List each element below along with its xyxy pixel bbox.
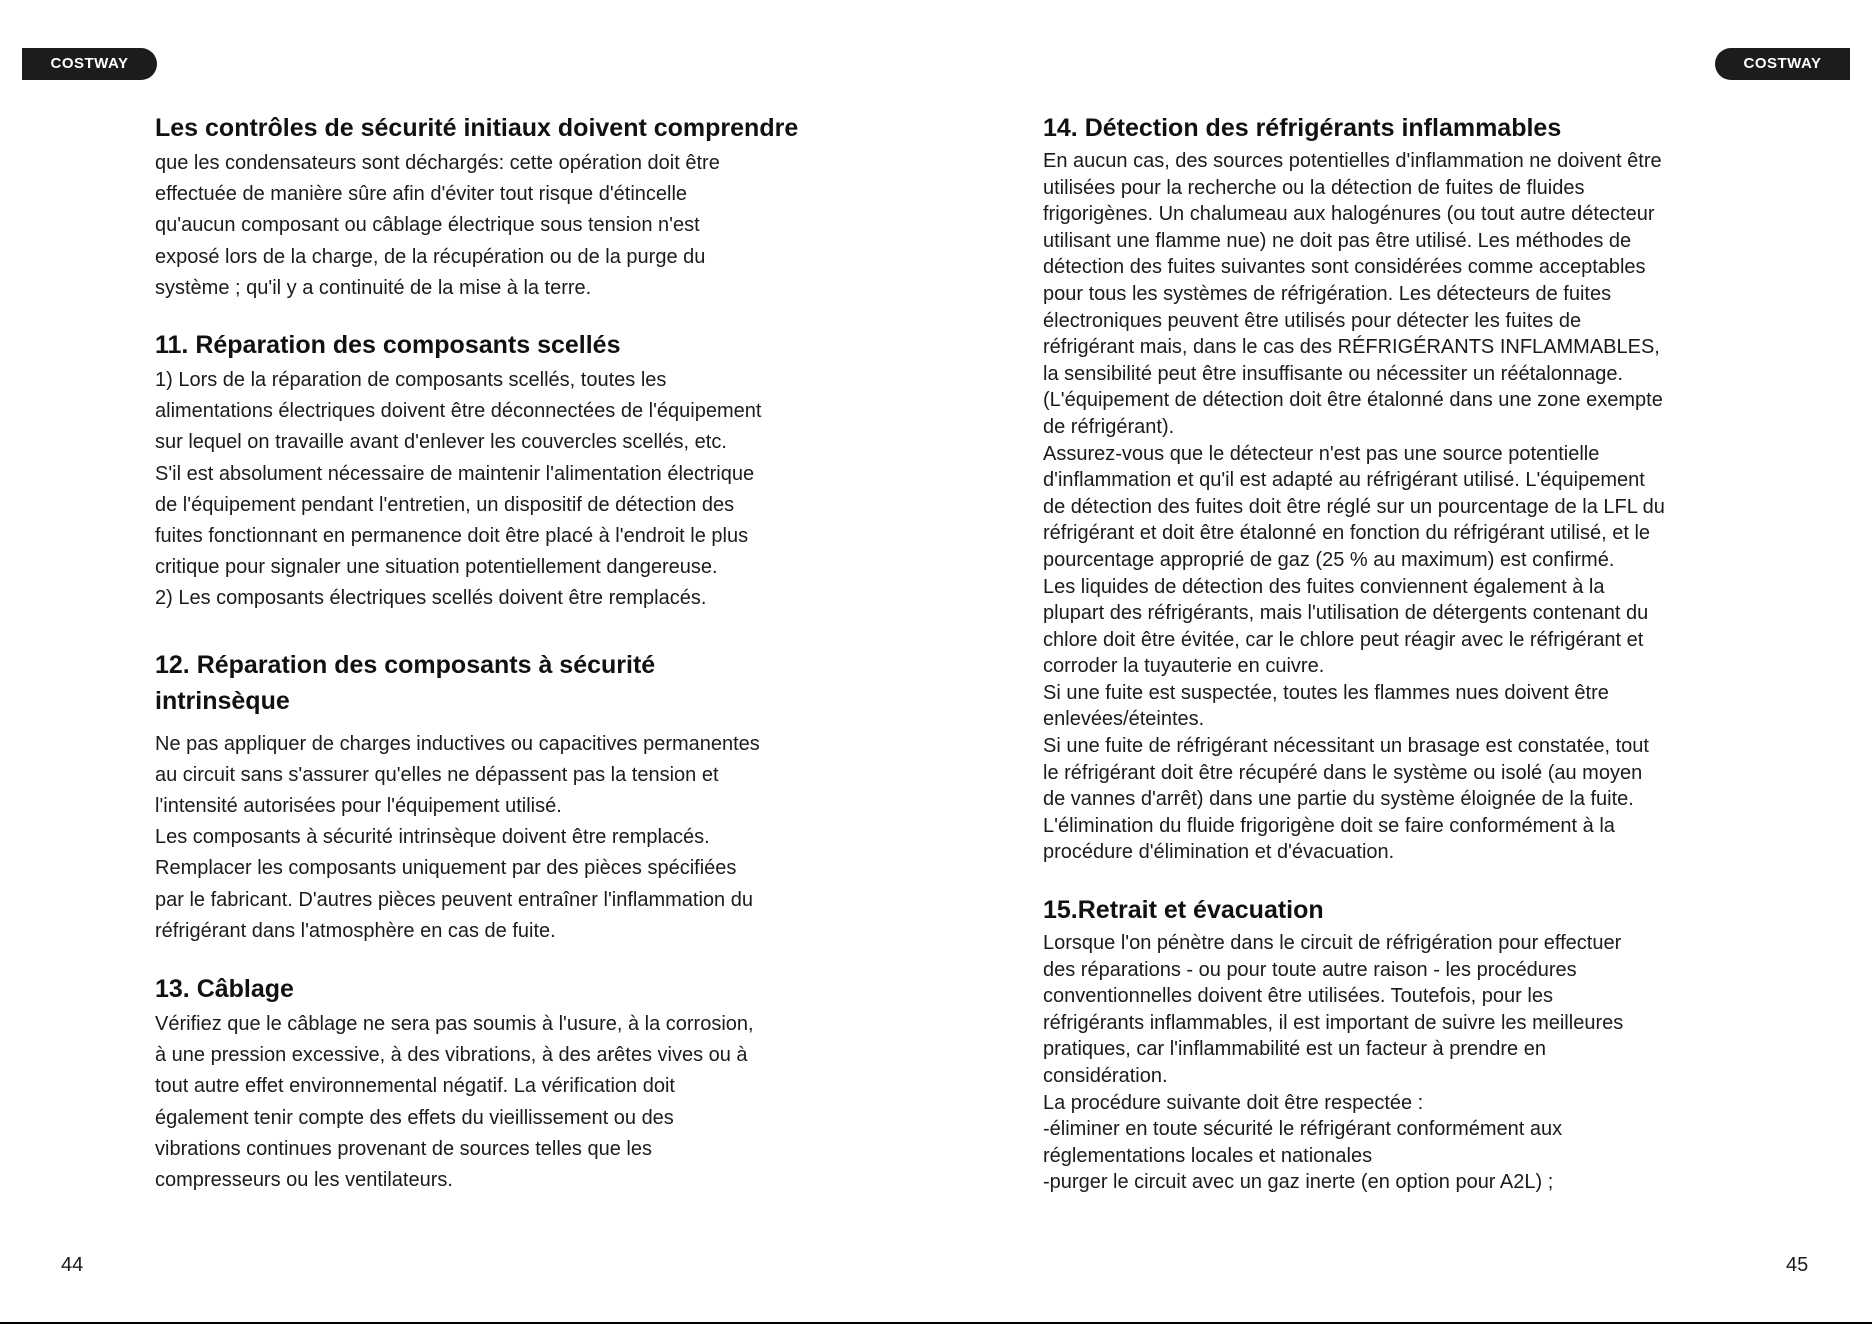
text-line: de l'équipement pendant l'entretien, un dispositif de détection des [155, 493, 735, 516]
text-line: effectuée de manière sûre afin d'éviter tout risque d'étincelle [155, 183, 688, 206]
text-line: S'il est absolument nécessaire de maintenir l'alimentation électrique [155, 462, 755, 485]
text-line: détection des fuites suivantes sont considérées comme acceptables [1043, 256, 1646, 279]
text-line: (L'équipement de détection doit être étalonné dans une zone exempte [1043, 389, 1663, 412]
text-line: électroniques peuvent être utilisés pour détecter les fuites de [1043, 309, 1582, 332]
text-line: que les condensateurs sont déchargés: cette opération doit être [155, 152, 720, 174]
text-line: sur lequel on travaille avant d'enlever les couvercles scellés, etc. [155, 431, 727, 454]
text-line: Les liquides de détection des fuites conviennent également à la [1043, 575, 1605, 598]
section-body-14 [1043, 148, 1753, 866]
text-line: frigorigènes. Un chalumeau aux halogénures (ou tout autre détecteur [1043, 203, 1655, 226]
text-line: exposé lors de la charge, de la récupération ou de la purge du [155, 245, 706, 268]
section-heading-14: 14. Détection des réfrigérants inflammables [1043, 114, 1562, 142]
text-line: Remplacer les composants uniquement par des pièces spécifiées [155, 857, 737, 880]
section-heading-12-line1: 12. Réparation des composants à sécurité [155, 650, 656, 679]
section-body-initial-checks [155, 148, 855, 304]
text-line: 2) Les composants électriques scellés doivent être remplacés. [155, 587, 707, 610]
text-line: de vannes d'arrêt) dans une partie du système éloignée de la fuite. [1043, 788, 1634, 811]
text-line: réfrigérants inflammables, il est important de suivre les meilleures [1043, 1011, 1624, 1034]
brand-badge-right: COSTWAY [1715, 48, 1850, 80]
text-line: Assurez-vous que le détecteur n'est pas une source potentielle [1043, 442, 1600, 465]
text-line: au circuit sans s'assurer qu'elles ne dépassent pas la tension et [155, 763, 719, 786]
text-line: conventionnelles doivent être utilisées. Toutefois, pour les [1043, 985, 1553, 1008]
text-line: -éliminer en toute sécurité le réfrigérant conformément aux [1043, 1118, 1563, 1141]
text-line: L'élimination du fluide frigorigène doit se faire conformément à la [1043, 814, 1615, 837]
text-line: chlore doit être évitée, car le chlore peut réagir avec le réfrigérant et [1043, 628, 1644, 651]
text-line: critique pour signaler une situation potentiellement dangereuse. [155, 556, 718, 579]
text-line: tout autre effet environnemental négatif. La vérification doit [155, 1075, 675, 1098]
text-line: compresseurs ou les ventilateurs. [155, 1169, 453, 1192]
text-line: réglementations locales et nationales [1043, 1144, 1373, 1167]
section-body-15 [1043, 930, 1753, 1196]
text-line: Si une fuite de réfrigérant nécessitant un brasage est constatée, tout [1043, 735, 1649, 758]
text-line: -purger le circuit avec un gaz inerte (en option pour A2L) ; [1043, 1171, 1554, 1194]
text-line: En aucun cas, des sources potentielles d'inflammation ne doivent être [1043, 150, 1662, 172]
text-line: Ne pas appliquer de charges inductives ou capacitives permanentes [155, 732, 760, 755]
section-heading-15: 15.Retrait et évacuation [1043, 896, 1324, 925]
text-line: système ; qu'il y a continuité de la mise à la terre. [155, 276, 592, 299]
text-line: de réfrigérant). [1043, 415, 1175, 438]
text-line: alimentations électriques doivent être déconnectées de l'équipement [155, 400, 762, 423]
text-line: l'intensité autorisées pour l'équipement utilisé. [155, 795, 562, 818]
text-line: d'inflammation et qu'il est adapté au réfrigérant utilisé. L'équipement [1043, 469, 1645, 492]
text-line: également tenir compte des effets du vieillissement ou des [155, 1106, 674, 1129]
text-line: utilisant une flamme nue) ne doit pas être utilisé. Les méthodes de [1043, 229, 1632, 252]
text-line: Les composants à sécurité intrinsèque doivent être remplacés. [155, 826, 710, 849]
text-line: la sensibilité peut être insuffisante ou nécessiter un réétalonnage. [1043, 362, 1624, 385]
text-line: pourcentage approprié de gaz (25 % au maximum) est confirmé. [1043, 548, 1615, 571]
section-body-13 [155, 1009, 855, 1196]
section-body-11 [155, 365, 855, 615]
text-line: réfrigérant dans l'atmosphère en cas de fuite. [155, 919, 556, 942]
text-line: 1) Lors de la réparation de composants scellés, toutes les [155, 369, 667, 392]
text-line: Vérifiez que le câblage ne sera pas soumis à l'usure, à la corrosion, [155, 1013, 754, 1036]
text-line: corroder la tuyauterie en cuivre. [1043, 655, 1325, 678]
text-line: à une pression excessive, à des vibrations, à des arêtes vives ou à [155, 1044, 748, 1067]
text-line: enlevées/éteintes. [1043, 708, 1205, 731]
text-line: considération. [1043, 1065, 1168, 1087]
left-page-content [155, 110, 855, 1196]
text-line: réfrigérant mais, dans le cas des RÉFRIGÉRANTS INFLAMMABLES, [1043, 336, 1660, 359]
text-line: de détection des fuites doit être réglé sur un pourcentage de la LFL du [1043, 495, 1665, 518]
text-line: utilisées pour la recherche ou la détection de fuites de fluides [1043, 176, 1585, 199]
text-line: La procédure suivante doit être respectée : [1043, 1091, 1424, 1114]
text-line: pratiques, car l'inflammabilité est un facteur à prendre en [1043, 1038, 1546, 1061]
right-page-content [1043, 110, 1753, 1196]
text-line: fuites fonctionnant en permanence doit être placé à l'endroit le plus [155, 525, 749, 548]
section-body-12 [155, 729, 855, 947]
text-line: Si une fuite est suspectée, toutes les flammes nues doivent être [1043, 681, 1609, 704]
text-line: par le fabricant. D'autres pièces peuvent entraîner l'inflammation du [155, 888, 753, 911]
text-line: qu'aucun composant ou câblage électrique sous tension n'est [155, 214, 700, 237]
section-heading-13: 13. Câblage [155, 975, 294, 1004]
section-heading-12-line2: intrinsèque [155, 686, 290, 715]
text-line: pour tous les systèmes de réfrigération. Les détecteurs de fuites [1043, 282, 1612, 305]
text-line: réfrigérant et doit être étalonné en fonction du réfrigérant utilisé, et le [1043, 522, 1651, 545]
text-line: le réfrigérant doit être récupéré dans le système ou isolé (au moyen [1043, 761, 1643, 784]
page-number-right: 45 [1786, 1254, 1809, 1276]
section-heading-initial-checks: Les contrôles de sécurité initiaux doivent comprendre [155, 114, 799, 142]
text-line: procédure d'élimination et d'évacuation. [1043, 841, 1395, 864]
text-line: plupart des réfrigérants, mais l'utilisation de détergents contenant du [1043, 602, 1649, 625]
section-heading-11: 11. Réparation des composants scellés [155, 331, 621, 360]
page-number-left: 44 [61, 1254, 84, 1276]
text-line: Lorsque l'on pénètre dans le circuit de réfrigération pour effectuer [1043, 932, 1622, 955]
section-heading-12 [155, 647, 855, 719]
text-line: vibrations continues provenant de sources telles que les [155, 1137, 652, 1160]
brand-badge-left: COSTWAY [22, 48, 157, 80]
text-line: des réparations - ou pour toute autre raison - les procédures [1043, 958, 1577, 981]
